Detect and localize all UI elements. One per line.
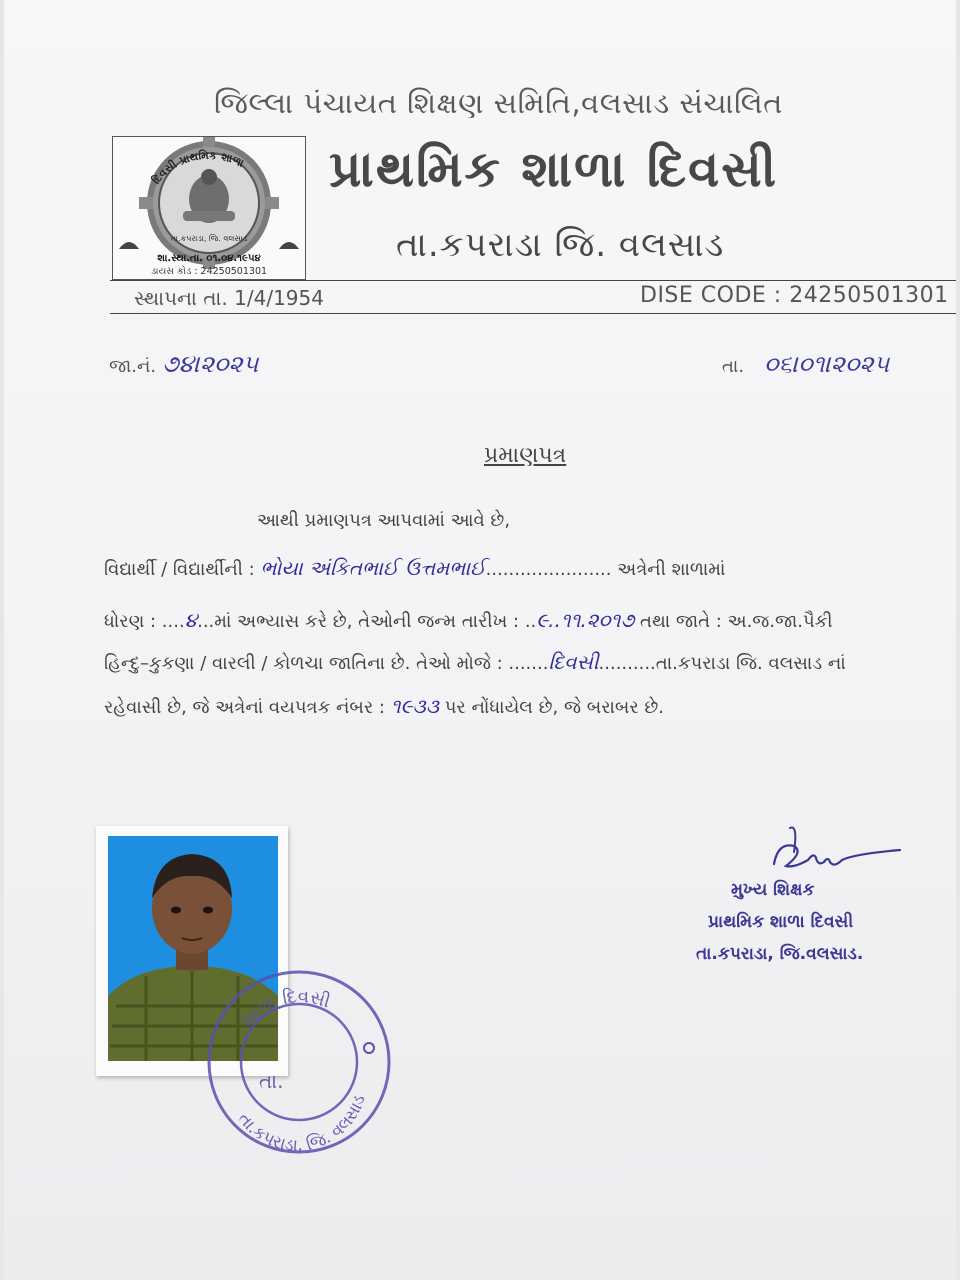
date-value: ૦૬।૦૧।૨૦૨૫ — [764, 350, 890, 378]
certificate-intro: આથી પ્રમાણપત્ર આપવામાં આવે છે, — [257, 510, 511, 531]
birth-date: ૯..૧૧.૨૦૧૭ — [536, 608, 635, 632]
register-line — [104, 694, 664, 718]
certificate-title: પ્રમાણપત્ર — [484, 443, 567, 468]
caste-village-line — [104, 650, 846, 674]
header-rule-top — [110, 280, 956, 281]
school-name: પ્રાથમિક શાળા દિવસી — [329, 140, 779, 198]
caste-text: તથા જાતે : અ.જ.જા.પૈકી — [640, 611, 833, 632]
school-logo — [112, 136, 306, 280]
committee-line: જિલ્લા પંચાયત શિક્ષણ સમિતિ,વલસાડ સંચાલિત — [214, 86, 783, 120]
signatory-designation: મુખ્ય શિક્ષક — [731, 880, 815, 900]
stamp-mid-text: તા. — [259, 1069, 284, 1093]
logo-dise-text: ડાયસ કોડ : 24250501301 — [150, 266, 268, 277]
village-tail: ..........તા.કપરાડા જિ. વલસાડ નાં — [598, 653, 846, 674]
student-label: વિદ્યાર્થી / વિદ્યાર્થીની : — [104, 559, 255, 580]
village-name: દિવસી — [548, 650, 599, 674]
logo-bottom-text: તા.કપરાડા, જિ. વલસાડ — [170, 234, 248, 243]
student-name: ભોયા અંકિતભાઈ ઉત્તમભાઈ — [260, 556, 486, 580]
stamp-top-text: શાળા દિવસી — [237, 986, 333, 1032]
taluka-district: તા.કપરાડા જિ. વલસાડ — [396, 225, 725, 265]
ref-no-label: જા.નં. — [109, 356, 157, 377]
date-label: તા. — [722, 356, 745, 377]
stamp-bottom-text: તા.કપરાડા, જિ. વલસાડ — [233, 1092, 370, 1156]
standard-dob-line — [104, 608, 833, 632]
study-text: ...માં અભ્યાસ કરે છે, તેઓની જન્મ તારીખ : .. — [197, 611, 537, 632]
ref-no-value: ૭૪।૨૦૨૫ — [162, 350, 259, 378]
student-name-line — [104, 556, 725, 580]
student-dots: ...................... — [485, 559, 612, 580]
header-rule-bottom — [110, 313, 956, 314]
school-ref-text: અત્રેની શાળામાં — [617, 559, 726, 580]
standard-label: ધોરણ : .... — [104, 611, 185, 632]
dise-code: DISE CODE : 24250501301 — [640, 283, 949, 308]
register-label: રહેવાસી છે, જે અત્રેનાં વયપત્રક નંબર : — [104, 697, 385, 718]
svg-text:તા.કપરાડા, જિ. વલસાડ — [234, 1093, 370, 1156]
register-number: ૧૯૩૩ — [390, 694, 439, 718]
logo-estd-text: શા.સ્થા.તા. ૦૧.૦૪.૧૯૫૪ — [157, 253, 261, 264]
caste-label: હિન્દુ–કુકણા / વારલી / કોળચા જાતિના છે. તેઓ મોજે : ....... — [104, 653, 549, 674]
established-date: સ્થાપના તા. 1/4/1954 — [134, 286, 324, 310]
certificate-paper — [4, 0, 956, 1280]
headmaster-signature — [764, 822, 904, 880]
signatory-place: તા.કપરાડા, જિ.વલસાડ. — [696, 944, 864, 964]
svg-text:શાળા દિવસી — [238, 986, 333, 1032]
standard-value: ૪ — [184, 608, 198, 632]
logo-arc-text: દિવસી પ્રાથમિક શાળા — [149, 148, 246, 187]
school-stamp — [199, 958, 395, 1168]
signatory-school: પ્રાથમિક શાળા દિવસી — [708, 912, 854, 932]
register-tail: પર નોંધાયેલ છે, જે બરાબર છે. — [444, 697, 665, 718]
